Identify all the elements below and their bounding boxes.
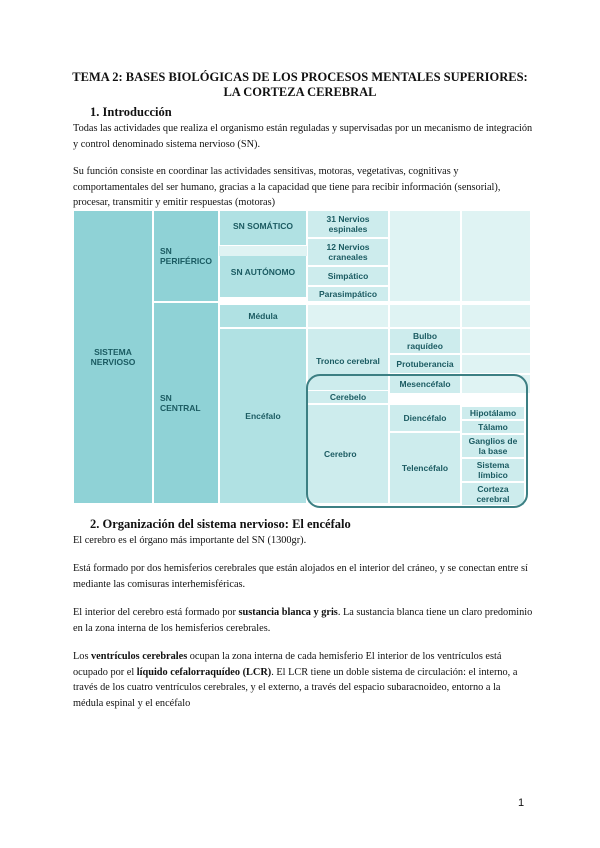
cell-talamo: Tálamo [461, 420, 525, 434]
title-line-1: TEMA 2: BASES BIOLÓGICAS DE LOS PROCESOS MENTALES SUPERIORES: [72, 70, 528, 84]
cell-medula: Médula [219, 304, 307, 328]
section-2-heading: 2. Organización del sistema nervioso: El encéfalo [90, 517, 351, 531]
intro-paragraph-2: Su función consiste en coordinar las actividades sensitivas, motoras, vegetativas, cognitivas y comportamentales del ser humano, gracias a la capacidad que tiene para recibir información (sensorial), procesar, transmitir y emitir respuestas (motoras) [73, 166, 501, 208]
encefalo-paragraph-2: Está formado por dos hemisferios cerebrales que están alojados en el interior del cráneo, y se conectan entre sí mediante las comisuras interhemisféricas. [73, 563, 528, 590]
filler-top-2 [461, 210, 531, 302]
cell-sn-central: SN CENTRAL [153, 302, 219, 504]
cell-cerebro: Cerebro [307, 404, 389, 504]
encefalo-paragraph-4: Los ventrículos cerebrales ocupan la zona interna de cada hemisferio El interior de los ventrículos está ocupado por el líquido cefalorraquídeo (LCR). El LCR tiene un doble sistema de circulación: el interno, a través de los cuatro ventrículos cerebrales, y el externo, a través del espacio subaracnoideo, entorno a la médula espinal y el encéfalo [73, 651, 518, 709]
page-number: 1 [518, 797, 525, 809]
cell-sn-somatico: SN SOMÁTICO [219, 210, 307, 246]
cell-corteza-cerebral: Corteza cerebral [461, 482, 525, 506]
filler-mesenc [461, 374, 531, 394]
encefalo-paragraph-3: El interior del cerebro está formado por sustancia blanca y gris. La sustancia blanca tiene un claro predominio en la zona interna de los hemisferios cerebrales. [73, 607, 533, 634]
cell-sn-autonomo: SN AUTÓNOMO [219, 246, 307, 298]
section-1-heading: 1. Introducción [90, 105, 172, 119]
cell-sistema-limbico: Sistema límbico [461, 458, 525, 482]
intro-paragraph-1: Todas las actividades que realiza el organismo están reguladas y supervisadas por un mecanismo de integración y control denominado sistema nervioso (SN). [73, 123, 533, 150]
cell-tronco-cerebral: Tronco cerebral [307, 328, 389, 394]
filler-top-1 [389, 210, 461, 302]
cell-somatico-spacer [219, 246, 307, 256]
cell-sn-periferico: SN PERIFÉRICO [153, 210, 219, 302]
document-title [60, 70, 540, 100]
title-line-2: LA CORTEZA CEREBRAL [223, 85, 377, 99]
cell-nervios-espinales: 31 Nervios espinales [307, 210, 389, 238]
filler-medula-1 [307, 304, 389, 328]
cell-cerebelo: Cerebelo [307, 390, 389, 404]
cell-protuberancia: Protuberancia [389, 354, 461, 374]
encefalo-paragraph-1: El cerebro es el órgano más importante del SN (1300gr). [73, 535, 307, 546]
cell-sistema-nervioso: SISTEMA NERVIOSO [73, 210, 153, 504]
cell-telencefalo: Telencéfalo [389, 432, 461, 504]
filler-medula-2 [389, 304, 461, 328]
filler-protub [461, 354, 531, 374]
filler-medula-3 [461, 304, 531, 328]
nervous-system-diagram [73, 206, 531, 506]
cell-ganglios-base: Ganglios de la base [461, 434, 525, 458]
cell-parasimpatico: Parasimpático [307, 286, 389, 302]
cell-mesencefalo: Mesencéfalo [389, 374, 461, 394]
cell-simpatico: Simpático [307, 266, 389, 286]
cell-encefalo: Encéfalo [219, 328, 307, 504]
filler-bulbo [461, 328, 531, 354]
cell-diencefalo: Diencéfalo [389, 404, 461, 432]
cell-hipotalamo: Hipotálamo [461, 406, 525, 420]
cell-bulbo-raquideo: Bulbo raquídeo [389, 328, 461, 354]
cell-nervios-craneales: 12 Nervios craneales [307, 238, 389, 266]
